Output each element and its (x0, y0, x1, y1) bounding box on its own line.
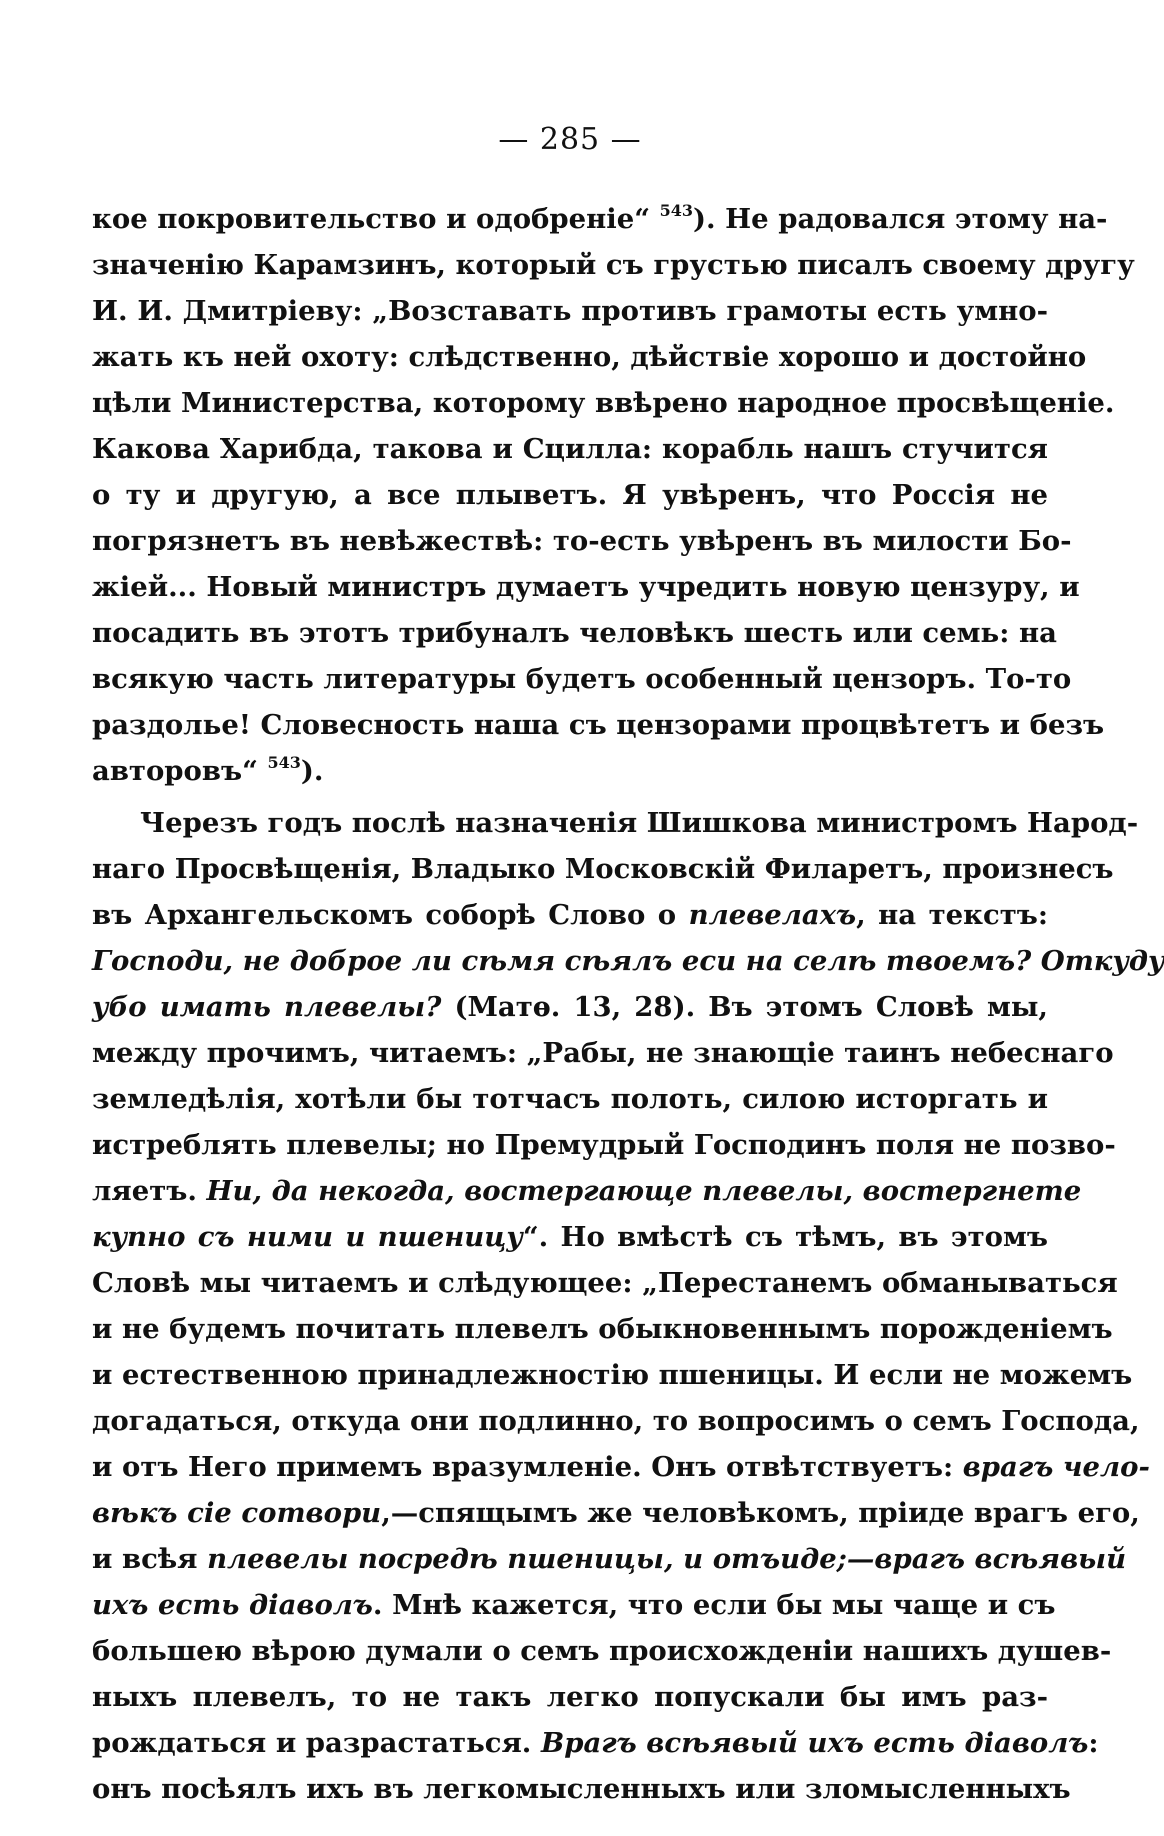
text-line (92, 800, 1139, 846)
text-segment: погрязнетъ въ невѣжествѣ: то-есть увѣренъ въ милости Бо- (92, 525, 1072, 557)
text-line (92, 610, 1057, 656)
italic-segment: убо имать плевелы? (92, 991, 442, 1023)
text-line (92, 702, 1105, 748)
text-segment: между прочимъ, читаемъ: „Рабы, не знающіе таинъ небеснаго (92, 1037, 1114, 1069)
text-segment: въ Архангельскомъ соборѣ Слово о (92, 899, 689, 931)
text-segment: ). (300, 755, 324, 787)
text-segment: большею вѣрою думали о семъ происхожденіи нашихъ душев- (92, 1635, 1112, 1667)
text-line (92, 1444, 1150, 1490)
text-segment: цѣли Министерства, которому ввѣрено народное просвѣщеніе. (92, 387, 1115, 419)
text-line (92, 1628, 1112, 1674)
text-segment: : (1088, 1727, 1099, 1759)
text-line (92, 380, 1115, 426)
page-number: — 285 — (498, 122, 642, 157)
text-segment: и не будемъ почитать плевелъ обыкновеннымъ порожденіемъ (92, 1313, 1113, 1345)
text-segment: земледѣлія, хотѣли бы тотчасъ полоть, силою исторгать и (92, 1083, 1048, 1115)
text-line (92, 1168, 1082, 1214)
text-segment: жать къ ней охоту: слѣдственно, дѣйствіе хорошо и достойно (92, 341, 1087, 373)
text-line (92, 564, 1080, 610)
text-segment: “. Но вмѣстѣ съ тѣмъ, въ этомъ (522, 1221, 1048, 1253)
text-segment: и отъ Него примемъ вразумленіе. Онъ отвѣтствуетъ: (92, 1451, 963, 1483)
text-line (92, 288, 1048, 334)
text-segment: истреблять плевелы; но Премудрый Господинъ поля не позво- (92, 1129, 1116, 1161)
italic-segment: Врагъ всѣявый ихъ есть діаволъ (540, 1727, 1089, 1759)
text-line (92, 1306, 1113, 1352)
italic-segment: купно съ ними и пшеницу (92, 1221, 523, 1253)
body-text (92, 196, 1164, 1812)
text-segment: Какова Харибда, такова и Сцилла: корабль нашъ стучится (92, 433, 1048, 465)
text-segment: и всѣя (92, 1543, 208, 1575)
text-segment: всякую часть литературы будетъ особенный цензоръ. То-то (92, 663, 1072, 695)
text-segment: (Матѳ. 13, 28). Въ этомъ Словѣ мы, (441, 991, 1048, 1023)
text-segment: ляетъ. (92, 1175, 207, 1207)
text-segment: ныхъ плевелъ, то не такъ легко попускали бы имъ раз- (92, 1681, 1048, 1713)
text-line (92, 242, 1135, 288)
italic-segment: Ни, да некогда, востергающе плевелы, востергнете (206, 1175, 1082, 1207)
text-segment: авторовъ“ (92, 755, 268, 787)
text-line (92, 892, 1048, 938)
text-line (92, 938, 1164, 984)
text-line (92, 518, 1072, 564)
footnote-marker: 543 (659, 201, 693, 220)
text-segment: значенію Карамзинъ, который съ грустью писалъ своему другу (92, 249, 1135, 281)
text-line (92, 1122, 1116, 1168)
italic-segment: вѣкъ сіе сотвори (92, 1497, 382, 1529)
text-line (92, 748, 1048, 794)
text-segment: посадить въ этотъ трибуналъ человѣкъ шесть или семь: на (92, 617, 1057, 649)
text-segment: и естественною принадлежностію пшеницы. И если не можемъ (92, 1359, 1133, 1391)
paragraph-1 (92, 196, 1135, 794)
text-segment: Словѣ мы читаемъ и слѣдующее: „Перестанемъ обманываться (92, 1267, 1118, 1299)
text-line (92, 1352, 1133, 1398)
text-line (92, 426, 1048, 472)
text-segment: И. И. Дмитріеву: „Возставать противъ грамоты есть умно- (92, 295, 1048, 327)
text-segment: кое покровительство и одобреніе“ (92, 203, 660, 235)
text-segment: Черезъ годъ послѣ назначенія Шишкова министромъ Народ- (140, 807, 1139, 839)
text-segment: ). Не радовался этому на- (693, 203, 1108, 235)
text-line (92, 1030, 1114, 1076)
text-segment: . Мнѣ кажется, что если бы мы чаще и съ (372, 1589, 1056, 1621)
text-line (92, 656, 1072, 702)
text-segment: , на текстъ: (856, 899, 1048, 931)
text-segment: догадаться, откуда они подлинно, то вопросимъ о семъ Господа, (92, 1405, 1140, 1437)
text-segment: о ту и другую, а все плыветъ. Я увѣренъ, что Россія не (92, 479, 1048, 511)
text-line (92, 1720, 1099, 1766)
text-line (92, 334, 1087, 380)
text-segment: онъ посѣялъ ихъ въ легкомысленныхъ или зломысленныхъ (92, 1773, 1071, 1805)
text-line (92, 1582, 1056, 1628)
text-line (92, 1490, 1140, 1536)
italic-segment: плевелахъ (688, 899, 857, 931)
text-line (92, 1674, 1048, 1720)
text-segment: раздолье! Словесность наша съ цензорами процвѣтетъ и безъ (92, 709, 1105, 741)
text-line (92, 984, 1048, 1030)
text-line (92, 196, 1108, 242)
text-line (92, 1766, 1071, 1812)
text-segment: рождаться и разрастаться. (92, 1727, 541, 1759)
text-line (92, 1536, 1127, 1582)
text-line (92, 1214, 1048, 1260)
italic-segment: ихъ есть діаволъ (92, 1589, 373, 1621)
text-segment: ,—спящымъ же человѣкомъ, пріиде врагъ его, (381, 1497, 1140, 1529)
text-line (92, 1076, 1048, 1122)
text-line (92, 472, 1048, 518)
text-segment: наго Просвѣщенія, Владыко Московскій Филаретъ, произнесъ (92, 853, 1114, 885)
italic-segment: плевелы посредѣ пшеницы, и отъиде;—врагъ всѣявый (207, 1543, 1127, 1575)
footnote-marker: 543 (267, 753, 301, 772)
italic-segment: врагъ чело- (962, 1451, 1150, 1483)
italic-segment: Господи, не доброе ли сѣмя сѣялъ еси на селѣ твоемъ? Откуду (92, 945, 1164, 977)
text-segment: жіей... Новый министръ думаетъ учредить новую цензуру, и (92, 571, 1080, 603)
text-line (92, 1260, 1118, 1306)
text-line (92, 1398, 1140, 1444)
text-line (92, 846, 1114, 892)
paragraph-2 (92, 800, 1164, 1812)
